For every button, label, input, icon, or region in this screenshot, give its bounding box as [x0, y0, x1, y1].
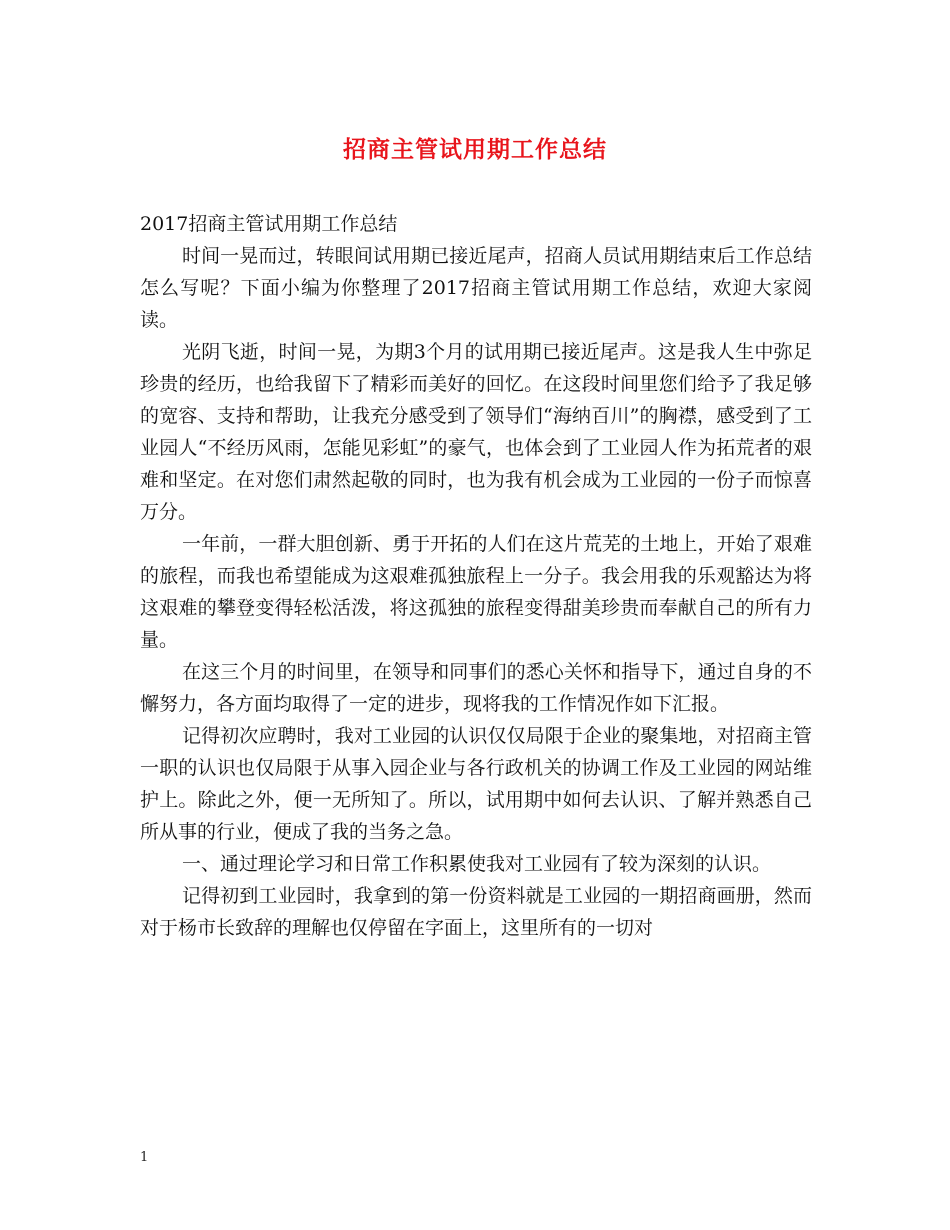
document-title: 招商主管试用期工作总结 [343, 136, 607, 163]
paragraph: 记得初到工业园时，我拿到的第一份资料就是工业园的一期招商画册，然而对于杨市长致辞的理解也仅停留在字面上，这里所有的一切对 [140, 885, 812, 939]
paragraph: 一年前，一群大胆创新、勇于开拓的人们在这片荒芜的土地上，开始了艰难的旅程，而我也希望能成为这艰难孤独旅程上一分子。我会用我的乐观豁达为将这艰难的攀登变得轻松活泼，将这孤独的旅程变得甜美珍贵而奉献自己的所有力量。 [140, 533, 812, 651]
document-subtitle: 2017招商主管试用期工作总结 [140, 213, 398, 235]
page-number: 1 [140, 1150, 149, 1165]
paragraph: 在这三个月的时间里，在领导和同事们的悉心关怀和指导下，通过自身的不懈努力，各方面均取得了一定的进步，现将我的工作情况作如下汇报。 [140, 661, 812, 715]
paragraph: 光阴飞逝，时间一晃，为期3个月的试用期已接近尾声。这是我人生中弥足珍贵的经历，也给我留下了精彩而美好的回忆。在这段时间里您们给予了我足够的宽容、支持和帮助，让我充分感受到了领导们“海纳百川”的胸襟，感受到了工业园人“不经历风雨，怎能见彩虹”的豪气，也体会到了工业园人作为拓荒者的艰难和坚定。在对您们肃然起敬的同时，也为我有机会成为工业园的一份子而惊喜万分。 [140, 341, 812, 523]
document-body [140, 240, 812, 944]
paragraph: 时间一晃而过，转眼间试用期已接近尾声，招商人员试用期结束后工作总结怎么写呢？下面小编为你整理了2017招商主管试用期工作总结，欢迎大家阅读。 [140, 245, 812, 331]
paragraph: 一、通过理论学习和日常工作积累使我对工业园有了较为深刻的认识。 [182, 853, 772, 875]
paragraph: 记得初次应聘时，我对工业园的认识仅仅局限于企业的聚集地，对招商主管一职的认识也仅局限于从事入园企业与各行政机关的协调工作及工业园的网站维护上。除此之外，便一无所知了。所以，试用期中如何去认识、了解并熟悉自己所从事的行业，便成了我的当务之急。 [140, 725, 812, 843]
